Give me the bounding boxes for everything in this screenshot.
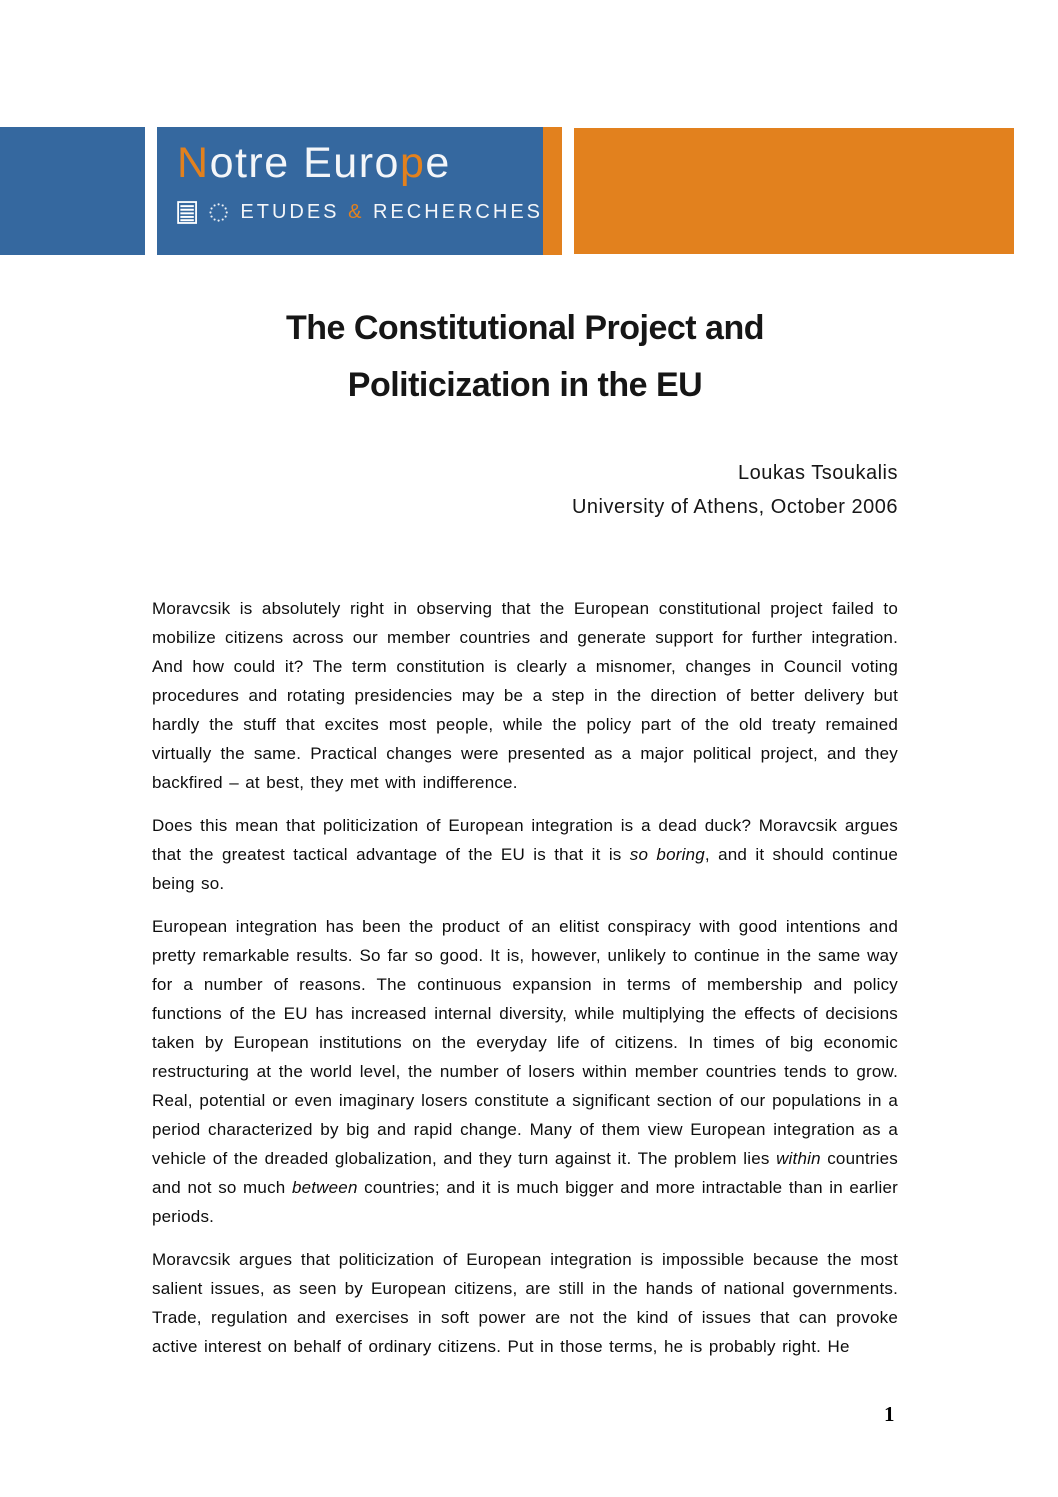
byline xyxy=(152,456,898,524)
paragraph-3: European integration has been the product of an elitist conspiracy with good intentions and pretty remarkable results. So far so good. It is, however, unlikely to continue in the same way for a number of reasons. The continuous expansion in terms of membership and policy functions of the EU has increased internal diversity, while multiplying the effects of decisions taken by European institutions on the everyday life of citizens. In times of big economic restructuring at the world level, the number of losers within member countries tends to grow. Real, potential or even imaginary losers constitute a significant section of our populations in a period characterized by big and rapid change. Many of them view European integration as a vehicle of the dreaded globalization, and they turn against it. The problem lies within countries and not so much between countries; and it is much bigger and more intractable than in earlier periods. xyxy=(152,917,899,1226)
author-name: Loukas Tsoukalis xyxy=(738,462,898,484)
logo-wordmark: Notre Europe xyxy=(177,139,451,187)
header-banner xyxy=(0,127,1058,255)
logo-tagline-row xyxy=(177,197,543,228)
document-lines-icon xyxy=(177,197,197,228)
author-affiliation: University of Athens, October 2006 xyxy=(571,496,898,518)
paragraph-4: Moravcsik argues that politicization of European integration is impossible because the most salient issues, as seen by European citizens, are still in the hands of national governments. Trade, regulation and exercises in soft power are not the kind of issues that can provoke active interest on behalf of ordinary citizens. Put in those terms, he is probably right. He xyxy=(152,1250,898,1356)
banner-orange-strip xyxy=(543,127,562,255)
banner-right-block xyxy=(574,128,1014,254)
title-line-2: Politicization in the EU xyxy=(347,366,703,404)
title-line-1: The Constitutional Project and xyxy=(285,309,765,347)
body-text xyxy=(152,594,898,1361)
document-title xyxy=(152,300,898,414)
paragraph-1: Moravcsik is absolutely right in observing that the European constitutional project failed to mobilize citizens across our member countries and generate support for further integration. And how could it? The term constitution is clearly a misnomer, changes in Council voting procedures and rotating presidencies may be a step in the direction of better delivery but hardly the stuff that excites most people, while the policy part of the old treaty remained virtually the same. Practical changes were presented as a major political project, and they backfired – at best, they met with indifference. xyxy=(152,599,898,792)
page-number: 1 xyxy=(884,1402,895,1426)
notre-europe-logo xyxy=(157,127,543,255)
banner-left-block xyxy=(0,127,145,255)
document-content xyxy=(152,300,898,1375)
paragraph-2: Does this mean that politicization of European integration is a dead duck? Moravcsik argues that the greatest tactical advantage of the EU is that it is so boring, and it should continue being so. xyxy=(152,816,899,893)
logo-tagline: ETUDES & RECHERCHES xyxy=(240,201,543,223)
eu-stars-icon xyxy=(207,197,230,228)
